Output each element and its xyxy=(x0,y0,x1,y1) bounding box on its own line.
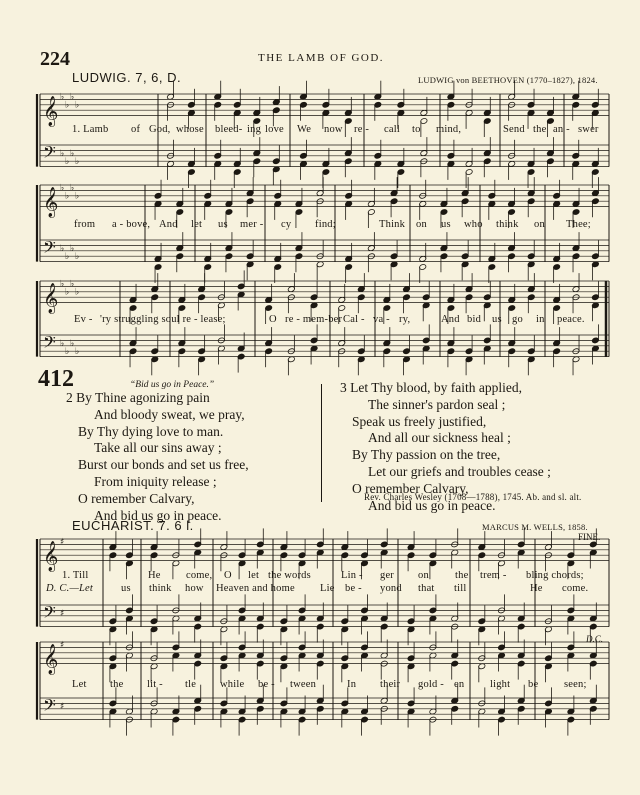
lyric-word: Lin - xyxy=(341,570,363,581)
lyric-word: mer - xyxy=(240,219,264,230)
svg-text:♭: ♭ xyxy=(65,287,70,298)
lyric-word: on xyxy=(418,570,429,581)
lyric-word: how xyxy=(185,583,204,594)
lyric-word: And xyxy=(441,314,460,325)
verse-line: 3 Let Thy blood, by faith applied, xyxy=(340,380,522,395)
verse-line: O remember Calvary, xyxy=(352,480,469,496)
lyric-word: the xyxy=(533,124,547,135)
lyric-word: yond xyxy=(380,583,402,594)
verse-line: And bid us go in peace. xyxy=(94,507,222,523)
svg-text:♭: ♭ xyxy=(65,100,70,111)
verse-line: The sinner's pardon seal ; xyxy=(368,396,506,412)
lyric-word: lit - xyxy=(147,679,163,690)
verse-line: Speak us freely justified, xyxy=(352,413,487,429)
lyric-word: us xyxy=(492,314,502,325)
lyric-word: let xyxy=(248,570,260,581)
lyric-word: And xyxy=(159,219,178,230)
running-head: THE LAMB OF GOD. xyxy=(258,52,385,64)
lyric-word: find; xyxy=(315,219,336,230)
svg-text:𝄢: 𝄢 xyxy=(43,332,56,357)
page-number: 224 xyxy=(40,48,70,70)
svg-text:♭: ♭ xyxy=(65,346,70,357)
svg-text:♭: ♭ xyxy=(70,92,75,103)
svg-text:𝄞: 𝄞 xyxy=(43,187,59,218)
lyric-word: bling chords; xyxy=(526,570,584,581)
svg-text:𝄢: 𝄢 xyxy=(43,695,56,720)
svg-text:♭: ♭ xyxy=(65,156,70,167)
tune-name-eucharist: EUCHARIST. 7. 6 l. xyxy=(72,518,194,533)
lyric-word: an - xyxy=(553,124,570,135)
svg-text:♭: ♭ xyxy=(75,251,80,262)
lyric-word: ger xyxy=(380,570,395,581)
lyric-word: 1. Lamb xyxy=(72,124,109,135)
lyric-word: us xyxy=(441,219,451,230)
svg-text:♭: ♭ xyxy=(75,191,80,202)
lyric-word: call xyxy=(384,124,400,135)
lyric-word: trem - xyxy=(480,570,507,581)
lyric-word: till xyxy=(454,583,467,594)
lyric-word: seen; xyxy=(564,679,587,690)
lyric-word: mind, xyxy=(436,124,462,135)
verse-line: O remember Calvary, xyxy=(78,490,195,506)
svg-text:𝄞: 𝄞 xyxy=(43,283,59,314)
lyric-word: think xyxy=(149,583,172,594)
svg-text:♯: ♯ xyxy=(60,608,65,619)
svg-text:♯: ♯ xyxy=(60,537,65,548)
hymn2-lyric-line-2 xyxy=(0,679,640,693)
lyric-word: Send xyxy=(503,124,525,135)
verse-line: Take all our sins away ; xyxy=(94,440,222,456)
svg-text:𝄞: 𝄞 xyxy=(43,644,59,675)
lyric-word: on xyxy=(416,219,427,230)
lyric-word: He xyxy=(530,583,543,594)
hymn2-lyric-line-1b xyxy=(0,583,640,597)
lyric-word: Think xyxy=(379,219,406,230)
lyric-word: peace. xyxy=(557,314,585,325)
lyric-word: the words xyxy=(268,570,311,581)
lyric-word: their xyxy=(380,679,401,690)
svg-text:𝄢: 𝄢 xyxy=(43,602,56,627)
lyric-word: en xyxy=(454,679,465,690)
lyric-word: us xyxy=(121,583,131,594)
lyric-word: go xyxy=(512,314,523,325)
lyric-word: love xyxy=(265,124,284,135)
hymn1-lyric-line-2 xyxy=(0,219,640,233)
lyric-word: now xyxy=(324,124,343,135)
svg-text:♭: ♭ xyxy=(60,279,65,290)
lyric-word: In xyxy=(347,679,357,690)
lyric-word: the xyxy=(455,570,469,581)
lyric-word: O xyxy=(269,314,277,325)
lyric-word: 1. Till xyxy=(62,570,89,581)
lyric-word: re - mem-ber xyxy=(285,314,343,325)
composer-credit-wells: MARCUS M. WELLS, 1858. xyxy=(482,522,588,532)
verse-line: Burst our bonds and set us free, xyxy=(78,457,249,473)
column-divider xyxy=(321,384,322,502)
verse-line: And bloody sweat, we pray, xyxy=(94,406,245,422)
lyric-word: be - xyxy=(258,679,275,690)
svg-text:♯: ♯ xyxy=(60,640,65,651)
lyric-word: whose xyxy=(176,124,204,135)
svg-text:♭: ♭ xyxy=(60,92,65,103)
hymn-number: 412 xyxy=(38,366,74,392)
lyric-word: Heaven and home xyxy=(216,583,295,594)
verse-line: And all our sickness heal ; xyxy=(368,430,511,446)
svg-text:♭: ♭ xyxy=(75,100,80,111)
tune-name-ludwig: LUDWIG. 7, 6, D. xyxy=(72,70,182,85)
hymn1-lyric-line-3 xyxy=(0,314,640,328)
lyric-word: be - xyxy=(345,583,362,594)
svg-text:♭: ♭ xyxy=(65,191,70,202)
lyric-word: We xyxy=(297,124,312,135)
lyric-word: ing xyxy=(247,124,262,135)
lyric-word: 'ry struggling soul re - lease; xyxy=(100,314,226,325)
lyric-word: God, xyxy=(149,124,171,135)
lyric-word: bleed- xyxy=(215,124,243,135)
svg-text:♭: ♭ xyxy=(75,346,80,357)
lyric-word: light xyxy=(490,679,511,690)
hymn1-lyric-line-1 xyxy=(0,124,640,138)
lyric-word: Lie xyxy=(320,583,335,594)
svg-text:♭: ♭ xyxy=(70,148,75,159)
hymn2-lyric-line-1 xyxy=(0,570,640,584)
svg-text:♭: ♭ xyxy=(60,243,65,254)
svg-text:𝄢: 𝄢 xyxy=(43,142,56,167)
dc-mark: D.C. xyxy=(586,634,604,644)
svg-text:♭: ♭ xyxy=(60,338,65,349)
lyric-word: the xyxy=(110,679,124,690)
lyric-word: va - xyxy=(373,314,390,325)
svg-text:𝄞: 𝄞 xyxy=(43,541,59,572)
lyric-word: Cal - xyxy=(343,314,365,325)
verse-line: 2 By Thine agonizing pain xyxy=(66,390,210,405)
lyric-word: on xyxy=(534,219,545,230)
lyric-word: swer xyxy=(578,124,599,135)
svg-text:♭: ♭ xyxy=(75,156,80,167)
lyric-word: tle xyxy=(185,679,197,690)
verse-line: From iniquity release ; xyxy=(94,473,217,489)
lyric-word: gold - xyxy=(418,679,444,690)
svg-text:♯: ♯ xyxy=(60,701,65,712)
lyric-word: while xyxy=(220,679,245,690)
svg-text:♭: ♭ xyxy=(70,183,75,194)
svg-text:♭: ♭ xyxy=(60,183,65,194)
fine-mark: FINE. xyxy=(578,532,601,542)
lyric-word: think xyxy=(496,219,519,230)
lyric-word: of xyxy=(131,124,141,135)
verse-line: By Thy passion on the tree, xyxy=(352,447,501,463)
lyric-word: that xyxy=(418,583,435,594)
lyric-word: a - bove, xyxy=(112,219,151,230)
lyric-word: from xyxy=(74,219,96,230)
lyric-word: He xyxy=(148,570,161,581)
lyric-word: Thee; xyxy=(566,219,591,230)
lyric-word: to xyxy=(412,124,421,135)
composer-credit-beethoven: LUDWIG von BEETHOVEN (1770–1827), 1824. xyxy=(418,75,598,85)
lyric-word: cy xyxy=(281,219,292,230)
lyric-word: in xyxy=(536,314,545,325)
text-attribution: Rev. Charles Wesley (1708—1788), 1745. Ab. and sl. alt. xyxy=(364,492,582,502)
lyric-word: come, xyxy=(186,570,213,581)
epigraph: “Bid us go in Peace.” xyxy=(130,380,215,390)
lyric-word: re - xyxy=(354,124,370,135)
svg-text:♭: ♭ xyxy=(75,287,80,298)
lyric-word: come. xyxy=(562,583,589,594)
verse-line: By Thy dying love to man. xyxy=(78,423,224,439)
svg-text:♭: ♭ xyxy=(70,338,75,349)
lyric-word: Ev - xyxy=(74,314,93,325)
lyric-word: D. C.—Let xyxy=(46,583,94,594)
svg-text:♭: ♭ xyxy=(60,148,65,159)
verse-2 xyxy=(66,390,249,524)
svg-text:♭: ♭ xyxy=(70,279,75,290)
lyric-word: ry, xyxy=(399,314,411,325)
lyric-word: who xyxy=(464,219,483,230)
svg-text:♭: ♭ xyxy=(70,243,75,254)
svg-text:𝄞: 𝄞 xyxy=(43,96,59,127)
verse-line: And bid us go in peace. xyxy=(368,497,496,513)
lyric-word: be xyxy=(528,679,539,690)
lyric-word: us xyxy=(218,219,228,230)
lyric-word: tween xyxy=(290,679,317,690)
lyric-word: bid xyxy=(467,314,482,325)
svg-text:𝄢: 𝄢 xyxy=(43,237,56,262)
lyric-word: Let xyxy=(72,679,87,690)
verse-line: Let our griefs and troubles cease ; xyxy=(368,463,551,479)
svg-text:♭: ♭ xyxy=(65,251,70,262)
lyric-word: let xyxy=(191,219,203,230)
lyric-word: O xyxy=(224,570,232,581)
